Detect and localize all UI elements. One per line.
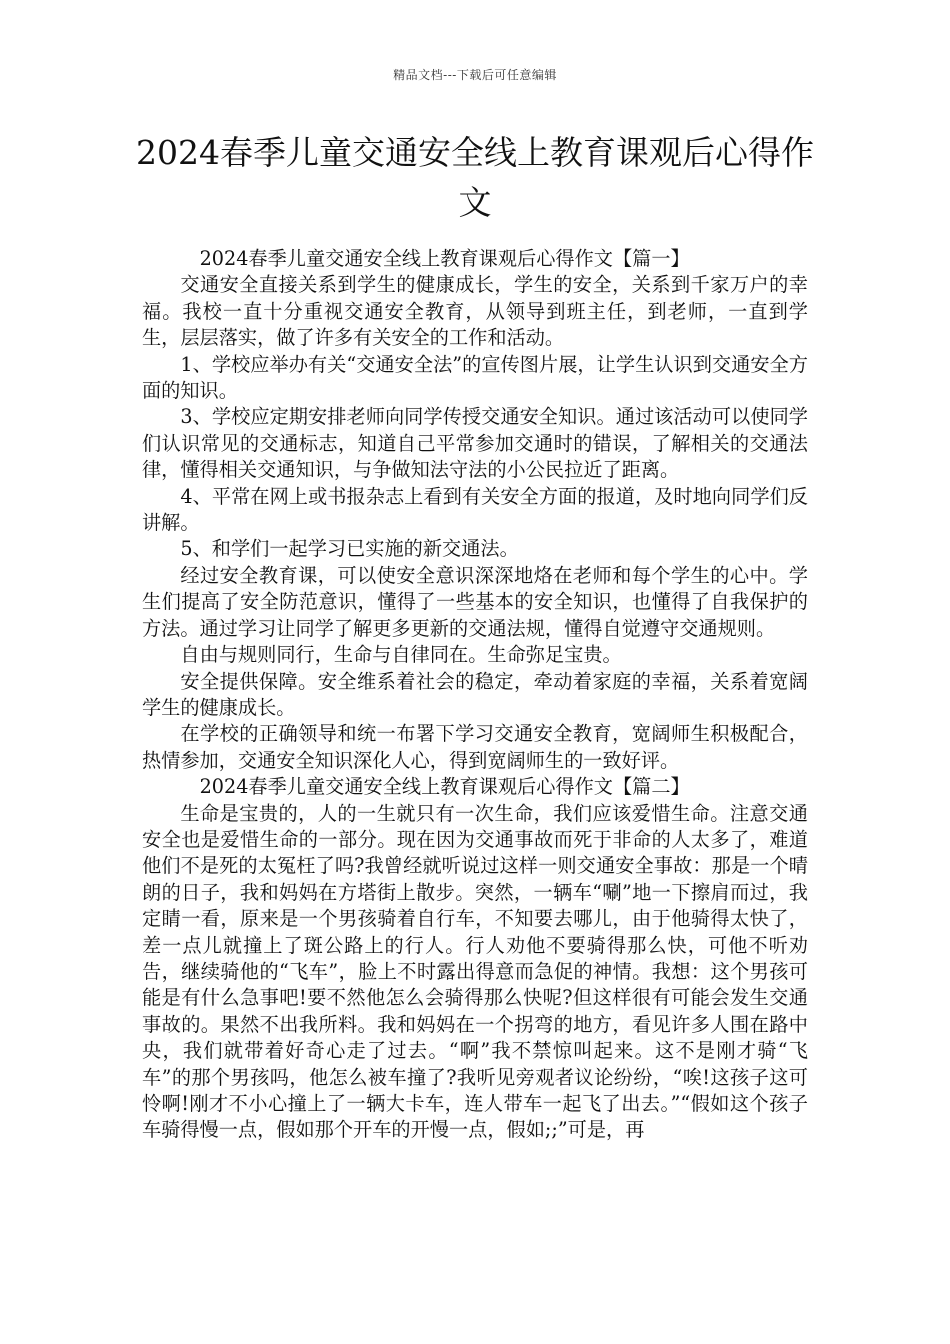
paragraph: 安全提供保障。安全维系着社会的稳定，牵动着家庭的幸福，关系着宽阔学生的健康成长。 (142, 669, 808, 719)
section-heading-2: 2024春季儿童交通安全线上教育课观后心得作文【篇二】 (199, 775, 690, 799)
paragraph: 1、学校应举办有关“交通安全法”的宣传图片展，让学生认识到交通安全方面的知识。 (142, 352, 808, 403)
section-heading-1: 2024春季儿童交通安全线上教育课观后心得作文【篇一】 (199, 247, 690, 270)
header-note: 精品文档---下载后可任意编辑 (393, 68, 557, 82)
paragraph: 5、和学们一起学习已实施的新交通法。 (180, 537, 519, 561)
document-body (142, 246, 808, 1144)
paragraph: 在学校的正确领导和统一布署下学习交通安全教育，宽阔师生积极配合，热情参加，交通安全知识深化人心，得到宽阔师生的一致好评。 (142, 722, 808, 772)
paragraph: 3、学校应定期安排老师向同学传授交通安全知识。通过该活动可以使同学们认识常见的交通标志，知道自己平常参加交通时的错误，了解相关的交通法律，懂得相关交通知识，与争做知法守法的小公民拉近了距离。 (142, 405, 808, 482)
paragraph: 生命是宝贵的，人的一生就只有一次生命，我们应该爱惜生命。注意交通安全也是爱惜生命的一部分。现在因为交通事故而死于非命的人太多了，难道他们不是死的太冤枉了吗?我曾经就听说过这样一则交通安全事故：那是一个晴朗的日子，我和妈妈在方塔街上散步。突然，一辆车“唰”地一下擦肩而过，我定睛一看，原来是一个男孩骑着自行车，不知要去哪儿，由于他骑得太快了，差一点儿就撞上了斑公路上的行人。行人劝他不要骑得那么快，可他不听劝告，继续骑他的“飞车”，脸上不时露出得意而急促的神情。我想：这个男孩可能是有什么急事吧!要不然他怎么会骑得那么快呢?但这样很有可能会发生交通事故的。果然不出我所料。我和妈妈在一个拐弯的地方，看见许多人围在路中央，我们就带着好奇心走了过去。“啊”我不禁惊叫起来。这不是刚才骑“飞车”的那个男孩吗，他怎么被车撞了?我听见旁观者议论纷纷，“唉!这孩子这可怜啊!刚才不小心撞上了一辆大卡车，连人带车一起飞了出去。”“假如这个孩子车骑得慢一点，假如那个开车的开慢一点，假如;;”可是，再 (142, 801, 808, 1142)
paragraph: 自由与规则同行，生命与自律同在。生命弥足宝贵。 (180, 643, 622, 667)
paragraph: 4、平常在网上或书报杂志上看到有关安全方面的报道，及时地向同学们反讲解。 (142, 484, 808, 535)
paragraph: 交通安全直接关系到学生的健康成长，学生的安全，关系到千家万户的幸福。我校一直十分重视交通安全教育，从领导到班主任，到老师，一直到学生，层层落实，做了许多有关安全的工作和活动。 (142, 273, 808, 350)
document-title: 2024春季儿童交通安全线上教育课观后心得作文 (136, 133, 814, 222)
paragraph: 经过安全教育课，可以使安全意识深深地烙在老师和每个学生的心中。学生们提高了安全防范意识，懂得了一些基本的安全知识，也懂得了自我保护的方法。通过学习让同学了解更多更新的交通法规，懂得自觉遵守交通规则。 (142, 563, 808, 640)
